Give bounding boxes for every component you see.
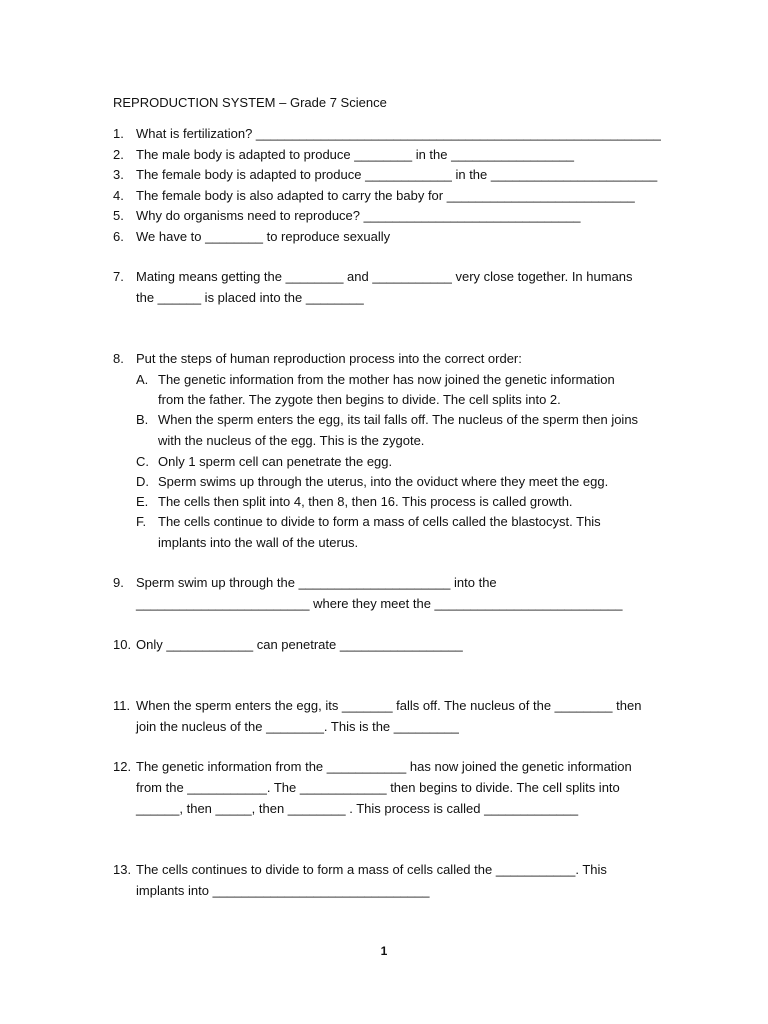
option-letter: C. xyxy=(136,454,149,469)
question-number: 10. xyxy=(113,637,132,652)
question-12-text: The genetic information from the ___________ has now joined the genetic information xyxy=(136,759,632,774)
question-12-text: from the ___________. The ____________ then begins to divide. The cell splits into xyxy=(136,780,620,795)
question-13-text: The cells continues to divide to form a mass of cells called the ___________. This xyxy=(136,862,607,877)
question-11-text: join the nucleus of the ________. This is the _________ xyxy=(136,719,459,734)
question-number: 1. xyxy=(113,126,124,141)
option-letter: E. xyxy=(136,494,149,509)
option-a-text: from the father. The zygote then begins to divide. The cell splits into 2. xyxy=(158,392,561,407)
question-number: 5. xyxy=(113,208,124,223)
question-7-text: the ______ is placed into the ________ xyxy=(136,290,364,305)
question-2-text: The male body is adapted to produce ________ in the _________________ xyxy=(136,147,575,162)
page-title: REPRODUCTION SYSTEM – Grade 7 Science xyxy=(113,95,387,110)
question-9-text: Sperm swim up through the _____________________ into the xyxy=(136,575,497,590)
question-number: 9. xyxy=(113,575,124,590)
question-number: 8. xyxy=(113,351,124,366)
question-6-text: We have to ________ to reproduce sexually xyxy=(136,229,391,244)
option-d-text: Sperm swims up through the uterus, into the oviduct where they meet the egg. xyxy=(158,474,609,489)
question-8-text: Put the steps of human reproduction process into the correct order: xyxy=(136,351,522,366)
question-10-text: Only ____________ can penetrate _________________ xyxy=(136,637,463,652)
option-c-text: Only 1 sperm cell can penetrate the egg. xyxy=(158,454,393,469)
question-4-text: The female body is also adapted to carry the baby for __________________________ xyxy=(136,188,635,203)
question-number: 12. xyxy=(113,759,132,774)
question-number: 11. xyxy=(113,698,131,713)
question-number: 13. xyxy=(113,862,132,877)
option-letter: B. xyxy=(136,412,149,427)
option-f-text: implants into the wall of the uterus. xyxy=(158,535,359,550)
question-number: 6. xyxy=(113,229,124,244)
question-number: 7. xyxy=(113,269,124,284)
option-e-text: The cells then split into 4, then 8, then 16. This process is called growth. xyxy=(158,494,573,509)
option-letter: D. xyxy=(136,474,149,489)
question-9-text: ________________________ where they meet the __________________________ xyxy=(136,596,623,611)
option-a-text: The genetic information from the mother has now joined the genetic information xyxy=(158,372,615,387)
question-1-text: What is fertilization? ________________________________________________________ xyxy=(136,126,661,141)
question-number: 2. xyxy=(113,147,124,162)
question-number: 3. xyxy=(113,167,124,182)
question-5-text: Why do organisms need to reproduce? ______________________________ xyxy=(136,208,581,223)
option-f-text: The cells continue to divide to form a mass of cells called the blastocyst. This xyxy=(158,514,601,529)
question-13-text: implants into ______________________________ xyxy=(136,883,430,898)
question-12-text: ______, then _____, then ________ . This process is called _____________ xyxy=(136,801,579,816)
option-letter: F. xyxy=(136,514,147,529)
question-11-text: When the sperm enters the egg, its _______ falls off. The nucleus of the ________ then xyxy=(136,698,642,713)
option-letter: A. xyxy=(136,372,149,387)
question-3-text: The female body is adapted to produce ____________ in the _______________________ xyxy=(136,167,658,182)
option-b-text: with the nucleus of the egg. This is the zygote. xyxy=(158,433,425,448)
question-7-text: Mating means getting the ________ and ___________ very close together. In humans xyxy=(136,269,633,284)
option-b-text: When the sperm enters the egg, its tail falls off. The nucleus of the sperm then joins xyxy=(158,412,639,427)
page-number: 1 xyxy=(380,944,388,958)
question-number: 4. xyxy=(113,188,124,203)
